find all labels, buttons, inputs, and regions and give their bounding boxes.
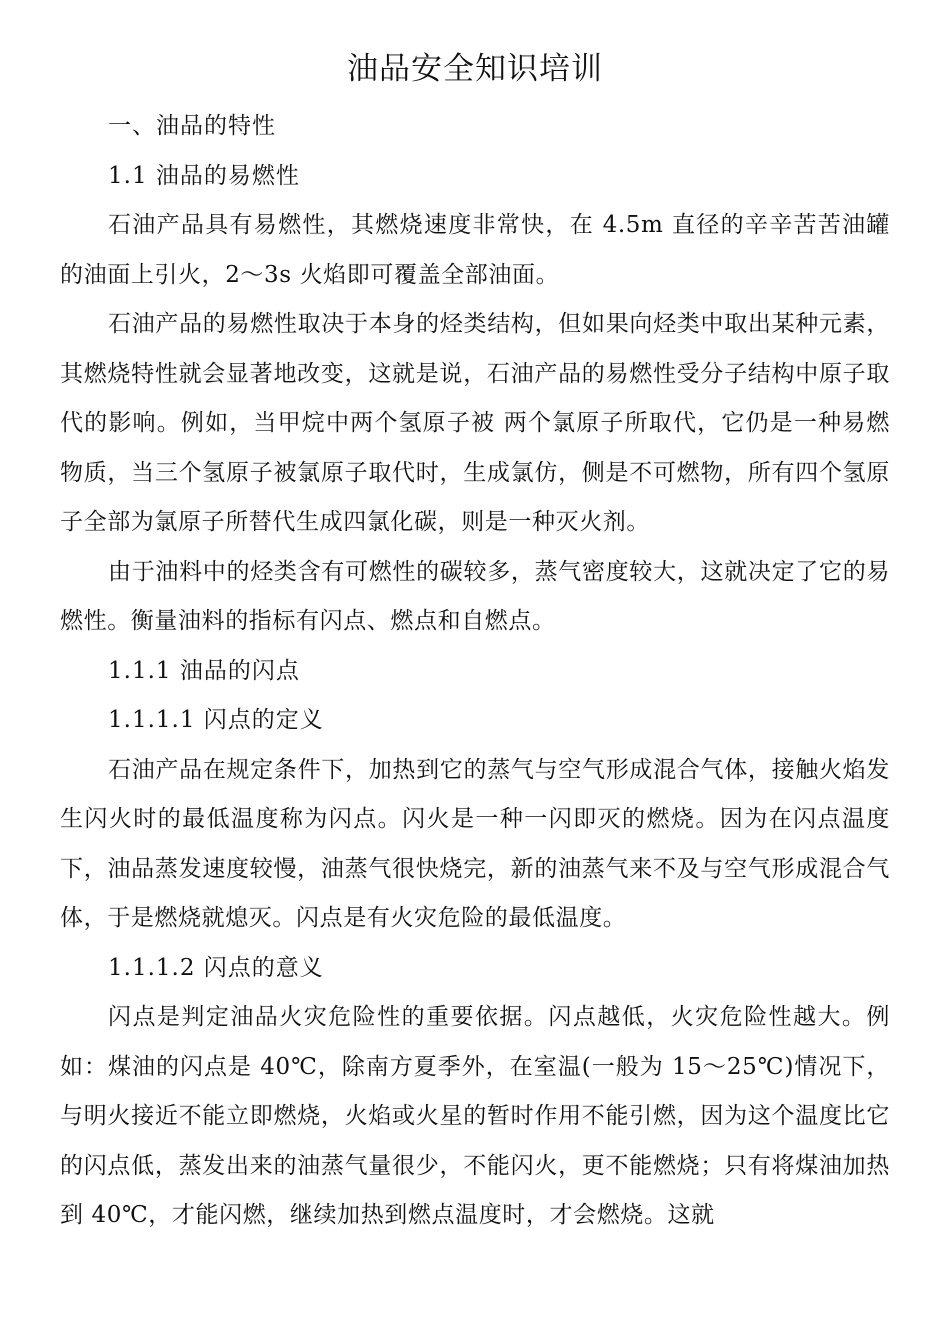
paragraph-flammability-intro: 石油产品具有易燃性，其燃烧速度非常快，在 4.5m 直径的辛辛苦苦油罐的油面上引火，2～3s 火焰即可覆盖全部油面。 xyxy=(60,212,890,288)
document-body xyxy=(60,102,890,1241)
paragraph-flash-point-definition: 石油产品在规定条件下，加热到它的蒸气与空气形成混合气体，接触火焰发生闪火时的最低温度称为闪点。闪火是一种一闪即灭的燃烧。因为在闪点温度下，油品蒸发速度较慢，油蒸气很快烧完，新的油蒸气来不及与空气形成混合气体，于是燃烧就熄灭。闪点是有火灾危险的最低温度。 xyxy=(60,756,890,931)
section-heading-1: 一、油品的特性 xyxy=(108,113,276,139)
paragraph-hydrocarbon-structure: 石油产品的易燃性取决于本身的烃类结构，但如果向烃类中取出某种元素，其燃烧特性就会显著地改变，这就是说，石油产品的易燃性受分子结构中原子取代的影响。例如，当甲烷中两个氢原子被 两个氯原子所取代，它仍是一种易燃物质，当三个氢原子被氯原子取代时，生成氯仿，侧是不可燃物，所有四个氢原子全部为氯原子所替代生成四氯化碳，则是一种灭火剂。 xyxy=(60,311,890,535)
document-title: 油品安全知识培训 xyxy=(347,51,603,87)
subsection-heading-1-1-1-2: 1.1.1.2 闪点的意义 xyxy=(108,954,324,981)
paragraph-flammability-indicators: 由于油料中的烃类含有可燃性的碳较多，蒸气密度较大，这就决定了它的易燃性。衡量油料的指标有闪点、燃点和自燃点。 xyxy=(60,558,890,634)
subsection-heading-1-1-1-1: 1.1.1.1 闪点的定义 xyxy=(108,707,324,733)
subsection-heading-1-1: 1.1 油品的易燃性 xyxy=(108,162,300,189)
subsection-heading-1-1-1: 1.1.1 油品的闪点 xyxy=(108,657,300,684)
paragraph-flash-point-significance: 闪点是判定油品火灾危险性的重要依据。闪点越低，火灾危险性越大。例如：煤油的闪点是 40℃，除南方夏季外，在室温(一般为 15～25℃)情况下，与明火接近不能立即燃烧，火焰或火星的暂时作用不能引燃，因为这个温度比它的闪点低，蒸发出来的油蒸气量很少，不能闪火，更不能燃烧；只有将煤油加热到 40℃，才能闪燃，继续加热到燃点温度时，才会燃烧。这就 xyxy=(60,1004,890,1228)
